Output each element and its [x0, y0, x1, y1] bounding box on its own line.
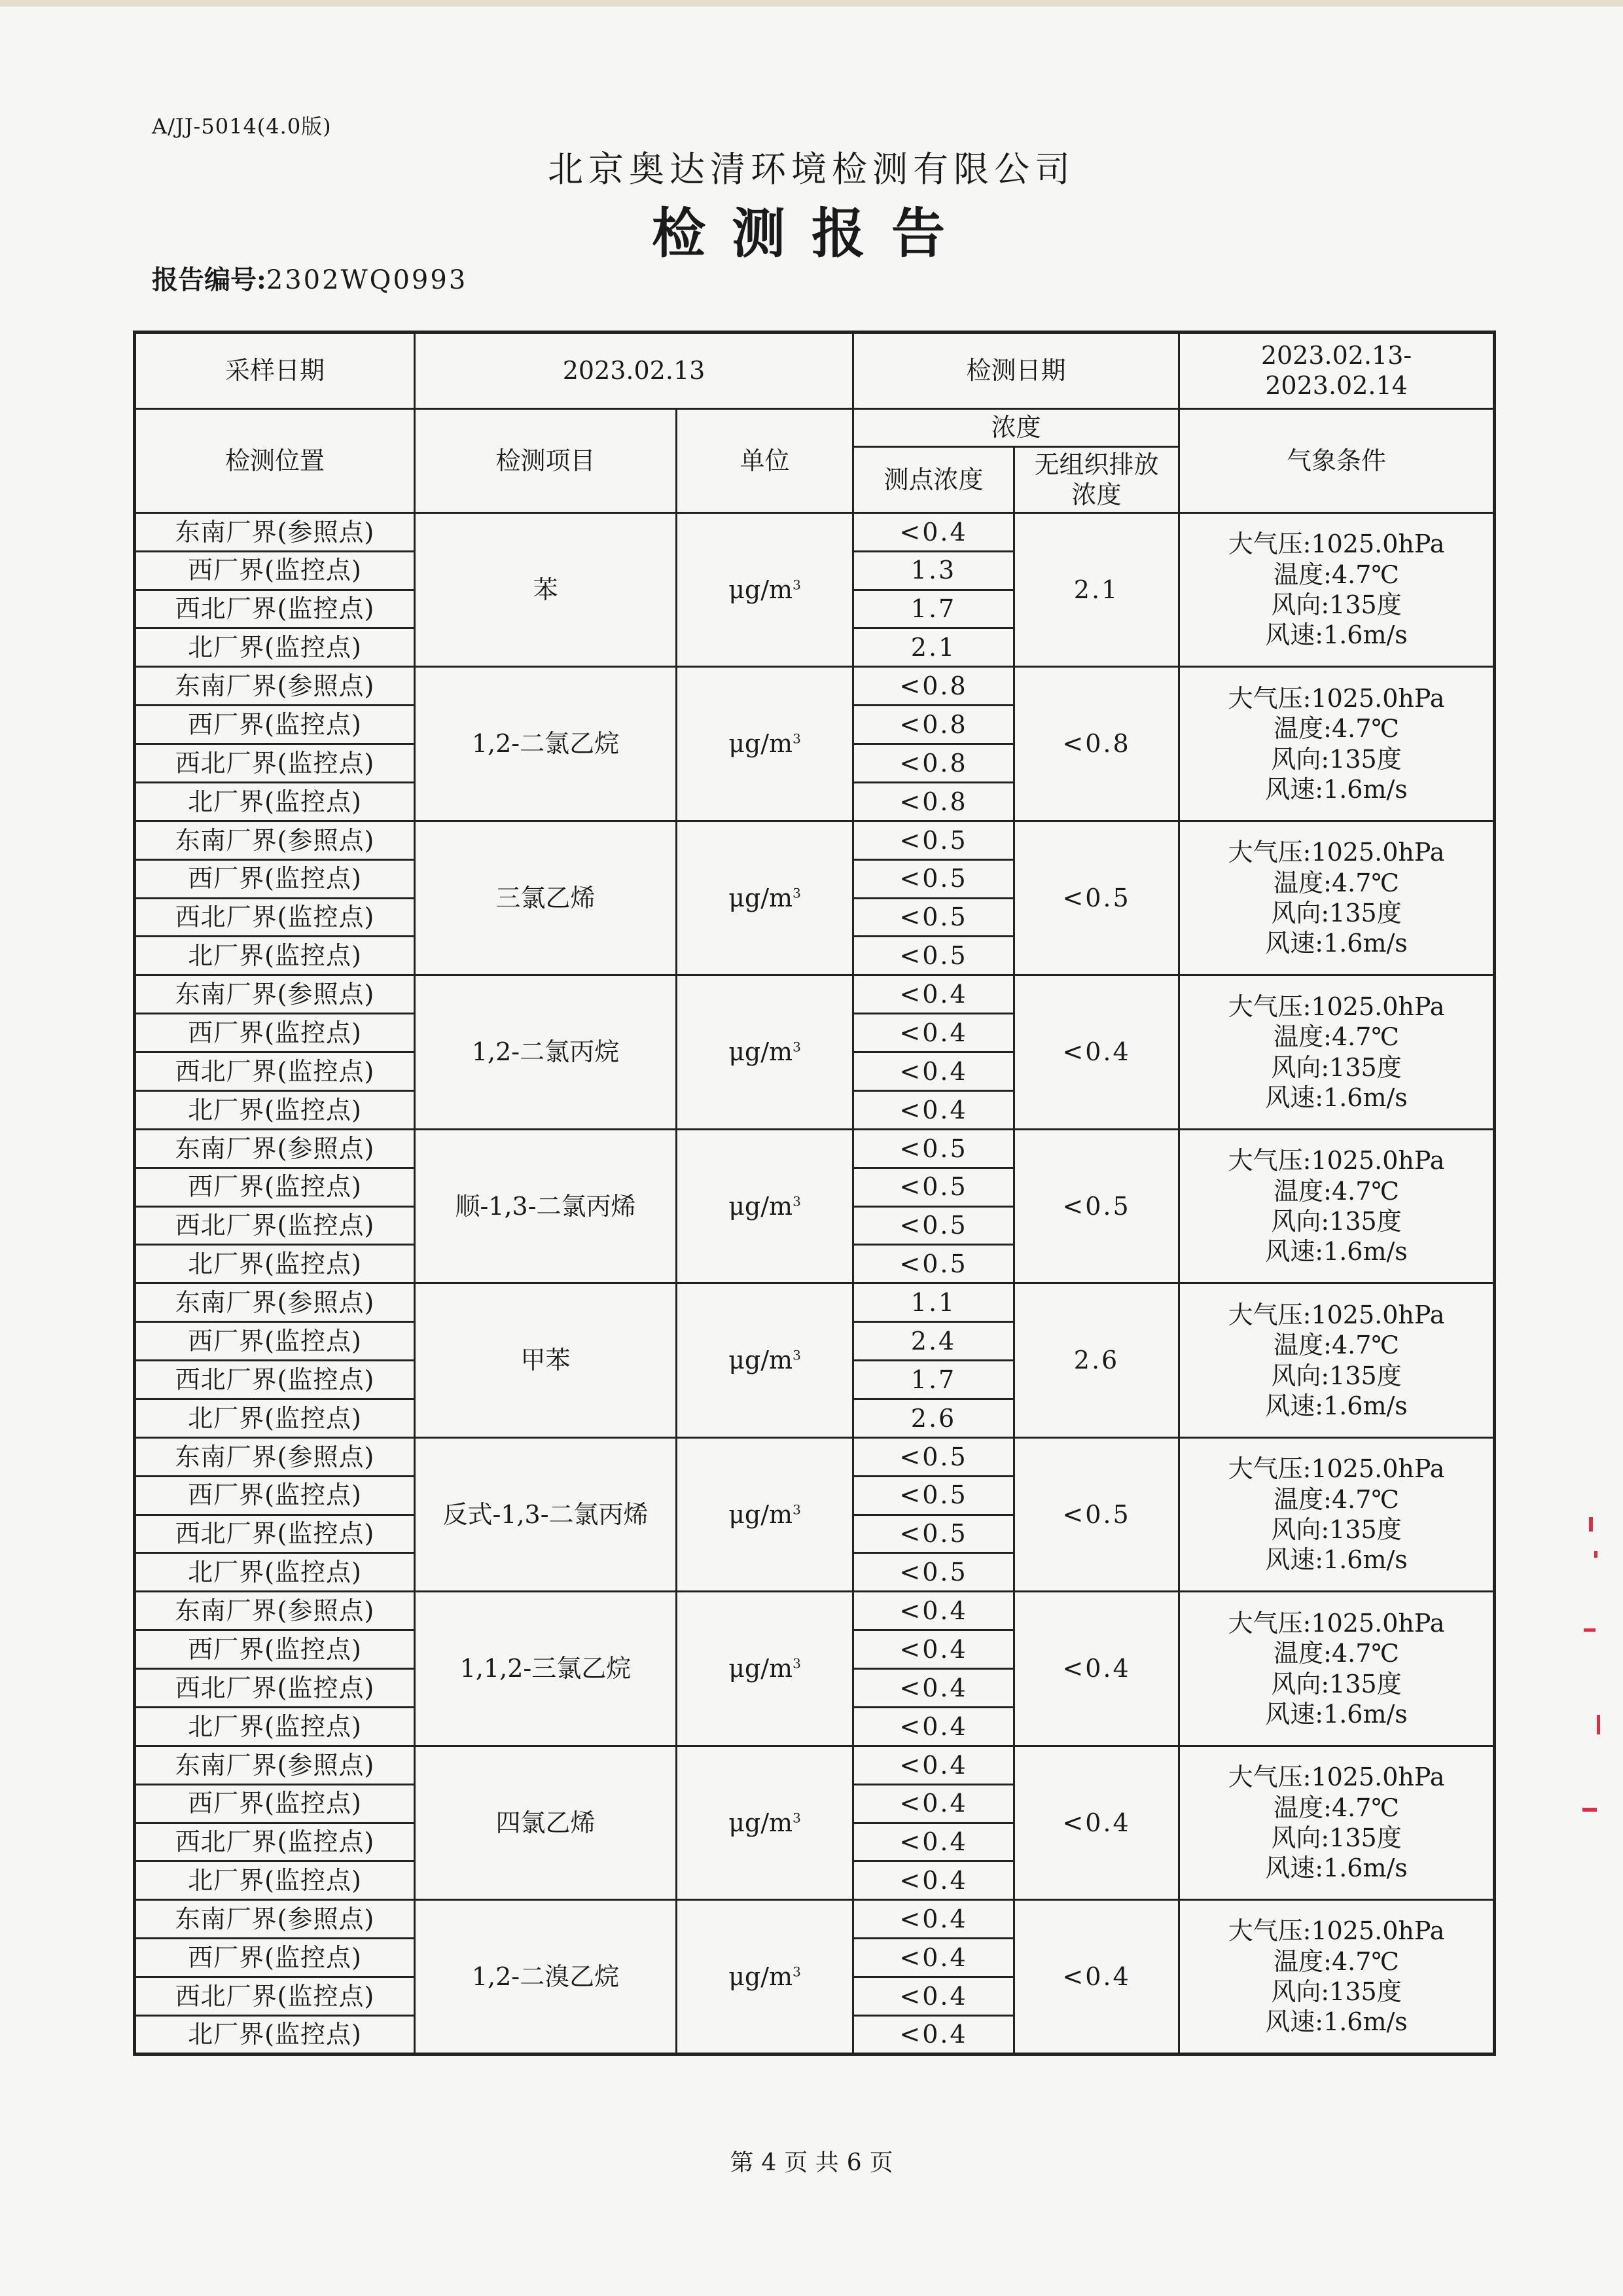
weather-pressure: 大气压:1025.0hPa [1228, 1454, 1445, 1484]
location-cell: 西北厂界(监控点) [135, 1515, 415, 1553]
company-name: 北京奥达清环境检测有限公司 [548, 149, 1075, 190]
point-concentration-cell: <0.4 [853, 1014, 1014, 1052]
unit-cell [677, 1129, 853, 1283]
point-concentration-cell: <0.5 [853, 1476, 1014, 1515]
weather-wind-speed: 风速:1.6m/s [1265, 774, 1408, 804]
report-number-label: 报告编号: [152, 264, 266, 295]
test-date-end: 2023.02.14 [1265, 371, 1408, 401]
unit-exponent: 3 [793, 1655, 801, 1672]
weather-cell [1179, 1900, 1495, 2054]
point-concentration-cell: <0.8 [853, 667, 1014, 706]
location-cell: 西北厂界(监控点) [135, 1052, 415, 1091]
location-cell: 东南厂界(参照点) [135, 512, 415, 551]
paper-top-edge [0, 0, 1623, 7]
item-cell: 1,2-二氯丙烷 [415, 975, 677, 1130]
item-header: 检测项目 [415, 408, 677, 512]
location-cell: 西厂界(监控点) [135, 551, 415, 590]
weather-wind-dir: 风向:135度 [1271, 1977, 1402, 2007]
location-cell: 西厂界(监控点) [135, 1630, 415, 1669]
unit-cell [677, 512, 853, 667]
point-concentration-cell: <0.4 [853, 1630, 1014, 1669]
unit-exponent: 3 [793, 1347, 801, 1363]
point-concentration-cell: <0.5 [853, 937, 1014, 975]
item-cell: 1,2-二氯乙烷 [415, 667, 677, 821]
fugitive-concentration-cell: <0.5 [1014, 821, 1179, 975]
footer-suffix: 页 [869, 2149, 893, 2176]
weather-wind-speed: 风速:1.6m/s [1265, 1699, 1408, 1729]
point-concentration-cell: <0.4 [853, 512, 1014, 551]
point-concentration-cell: <0.8 [853, 744, 1014, 783]
location-cell: 西北厂界(监控点) [135, 1669, 415, 1708]
location-header: 检测位置 [135, 408, 415, 512]
sampling-date-label: 采样日期 [135, 332, 415, 409]
location-cell: 东南厂界(参照点) [135, 1746, 415, 1784]
test-date-value [1179, 332, 1495, 409]
weather-temperature: 温度:4.7℃ [1274, 714, 1399, 744]
document-code: A/JJ-5014(4.0版) [152, 114, 332, 139]
weather-wind-dir: 风向:135度 [1271, 1823, 1402, 1853]
weather-wind-dir: 风向:135度 [1271, 1515, 1402, 1545]
location-cell: 西厂界(监控点) [135, 1322, 415, 1361]
footer-middle: 页 共 [784, 2149, 839, 2176]
item-cell: 1,1,2-三氯乙烷 [415, 1592, 677, 1746]
weather-wind-dir: 风向:135度 [1271, 1052, 1402, 1082]
weather-cell [1179, 821, 1495, 975]
point-concentration-cell: 1.7 [853, 1361, 1014, 1399]
unit-base: μg/m [728, 729, 793, 759]
location-cell: 东南厂界(参照点) [135, 667, 415, 706]
unit-cell [677, 975, 853, 1130]
unit-cell [677, 1283, 853, 1438]
concentration-header: 浓度 [853, 408, 1179, 446]
point-concentration-cell: <0.4 [853, 1669, 1014, 1708]
location-cell: 西北厂界(监控点) [135, 744, 415, 783]
weather-cell [1179, 1746, 1495, 1900]
unit-base: μg/m [728, 1654, 793, 1683]
item-cell: 三氯乙烯 [415, 821, 677, 975]
weather-temperature: 温度:4.7℃ [1274, 1484, 1399, 1514]
fugitive-concentration-cell: <0.4 [1014, 975, 1179, 1130]
location-cell: 西北厂界(监控点) [135, 898, 415, 937]
table-row [135, 821, 1495, 859]
weather-cell [1179, 1283, 1495, 1438]
item-cell: 苯 [415, 512, 677, 667]
location-cell: 西北厂界(监控点) [135, 1361, 415, 1399]
point-concentration-cell: <0.5 [853, 1168, 1014, 1206]
unit-exponent: 3 [793, 1964, 801, 1980]
unit-exponent: 3 [793, 1039, 801, 1055]
unit-base: μg/m [728, 1346, 793, 1375]
location-cell: 西北厂界(监控点) [135, 1206, 415, 1245]
location-cell: 北厂界(监控点) [135, 1090, 415, 1129]
point-concentration-cell: <0.4 [853, 1707, 1014, 1746]
weather-temperature: 温度:4.7℃ [1274, 1793, 1399, 1822]
location-cell: 东南厂界(参照点) [135, 975, 415, 1014]
location-cell: 西厂界(监控点) [135, 706, 415, 744]
point-concentration-cell: <0.4 [853, 1900, 1014, 1939]
weather-wind-dir: 风向:135度 [1271, 744, 1402, 774]
location-cell: 西厂界(监控点) [135, 1168, 415, 1206]
location-cell: 西厂界(监控点) [135, 1476, 415, 1515]
unit-exponent: 3 [793, 1501, 801, 1518]
weather-wind-speed: 风速:1.6m/s [1265, 1083, 1408, 1112]
table-row [135, 1129, 1495, 1168]
weather-pressure: 大气压:1025.0hPa [1228, 1916, 1445, 1946]
point-concentration-cell: 1.7 [853, 590, 1014, 628]
location-cell: 北厂界(监控点) [135, 1707, 415, 1746]
unit-cell [677, 1592, 853, 1746]
point-concentration-cell: <0.8 [853, 706, 1014, 744]
unit-base: μg/m [728, 1499, 793, 1529]
point-concentration-cell: <0.5 [853, 1437, 1014, 1476]
unit-cell [677, 1437, 853, 1592]
footer-page-number: 4 [761, 2149, 777, 2176]
fugitive-concentration-cell: 2.6 [1014, 1283, 1179, 1438]
weather-cell [1179, 512, 1495, 667]
sampling-date-value: 2023.02.13 [415, 332, 853, 409]
table-row [135, 1592, 1495, 1630]
location-cell: 北厂界(监控点) [135, 782, 415, 821]
weather-pressure: 大气压:1025.0hPa [1228, 838, 1445, 867]
report-number-value: 2302WQ0993 [266, 265, 468, 295]
weather-wind-dir: 风向:135度 [1271, 1207, 1402, 1236]
weather-wind-speed: 风速:1.6m/s [1265, 1237, 1408, 1266]
location-cell: 西北厂界(监控点) [135, 1977, 415, 2016]
point-concentration-cell: <0.4 [853, 1861, 1014, 1900]
weather-cell [1179, 1437, 1495, 1592]
seal-fragment [1582, 1808, 1597, 1812]
point-concentration-cell: <0.5 [853, 898, 1014, 937]
location-cell: 东南厂界(参照点) [135, 1437, 415, 1476]
location-cell: 北厂界(监控点) [135, 1553, 415, 1592]
location-cell: 北厂界(监控点) [135, 628, 415, 667]
point-concentration-cell: <0.4 [853, 2015, 1014, 2054]
table-row [135, 667, 1495, 706]
table-row [135, 1283, 1495, 1322]
unit-cell [677, 1746, 853, 1900]
point-concentration-cell: <0.4 [853, 1823, 1014, 1861]
weather-pressure: 大气压:1025.0hPa [1228, 1146, 1445, 1175]
seal-fragment [1594, 1551, 1597, 1558]
weather-wind-dir: 风向:135度 [1271, 1361, 1402, 1390]
location-cell: 西北厂界(监控点) [135, 1823, 415, 1861]
point-concentration-cell: <0.4 [853, 975, 1014, 1014]
unit-base: μg/m [728, 1962, 793, 1991]
unit-base: μg/m [728, 575, 793, 604]
weather-header: 气象条件 [1179, 408, 1495, 512]
location-cell: 东南厂界(参照点) [135, 1900, 415, 1939]
weather-temperature: 温度:4.7℃ [1274, 868, 1399, 897]
location-cell: 北厂界(监控点) [135, 1245, 415, 1283]
point-concentration-cell: <0.4 [853, 1052, 1014, 1091]
point-concentration-header: 测点浓度 [853, 447, 1014, 513]
point-concentration-cell: 1.3 [853, 551, 1014, 590]
point-concentration-cell: 2.4 [853, 1322, 1014, 1361]
unit-header: 单位 [677, 408, 853, 512]
point-concentration-cell: <0.4 [853, 1977, 1014, 2016]
page-footer [0, 2144, 1623, 2178]
header-row-dates [135, 332, 1495, 409]
footer-total-pages: 6 [846, 2149, 862, 2176]
point-concentration-cell: <0.5 [853, 1129, 1014, 1168]
location-cell: 北厂界(监控点) [135, 937, 415, 975]
point-concentration-cell: <0.5 [853, 821, 1014, 859]
fugitive-concentration-cell: <0.5 [1014, 1437, 1179, 1592]
location-cell: 西厂界(监控点) [135, 1014, 415, 1052]
point-concentration-cell: <0.4 [853, 1939, 1014, 1977]
point-concentration-cell: <0.5 [853, 1553, 1014, 1592]
point-concentration-cell: 2.1 [853, 628, 1014, 667]
unit-exponent: 3 [793, 577, 801, 593]
fugitive-concentration-header: 无组织排放浓度 [1014, 447, 1179, 513]
item-cell: 顺-1,3-二氯丙烯 [415, 1129, 677, 1283]
point-concentration-cell: <0.4 [853, 1592, 1014, 1630]
weather-temperature: 温度:4.7℃ [1274, 1331, 1399, 1360]
location-cell: 西厂界(监控点) [135, 1784, 415, 1823]
weather-wind-dir: 风向:135度 [1271, 1669, 1402, 1698]
unit-exponent: 3 [793, 1193, 801, 1210]
unit-base: μg/m [728, 883, 793, 912]
weather-pressure: 大气压:1025.0hPa [1228, 1300, 1445, 1329]
unit-exponent: 3 [793, 730, 801, 747]
fugitive-concentration-cell: 2.1 [1014, 512, 1179, 667]
weather-wind-dir: 风向:135度 [1271, 590, 1402, 620]
item-cell: 反式-1,3-二氯丙烯 [415, 1437, 677, 1592]
table-row [135, 1437, 1495, 1476]
seal-fragment [1584, 1628, 1596, 1632]
weather-wind-speed: 风速:1.6m/s [1265, 1391, 1408, 1420]
table-row [135, 1900, 1495, 1939]
weather-wind-speed: 风速:1.6m/s [1265, 1545, 1408, 1575]
table-row [135, 1746, 1495, 1784]
weather-wind-speed: 风速:1.6m/s [1265, 929, 1408, 958]
point-concentration-cell: <0.4 [853, 1784, 1014, 1823]
weather-temperature: 温度:4.7℃ [1274, 560, 1399, 589]
fugitive-concentration-cell: <0.4 [1014, 1746, 1179, 1900]
fugitive-concentration-cell: <0.5 [1014, 1129, 1179, 1283]
footer-prefix: 第 [730, 2149, 754, 2176]
weather-pressure: 大气压:1025.0hPa [1228, 1763, 1445, 1792]
point-concentration-cell: <0.5 [853, 859, 1014, 898]
weather-pressure: 大气压:1025.0hPa [1228, 529, 1445, 559]
point-concentration-cell: <0.5 [853, 1206, 1014, 1245]
weather-wind-speed: 风速:1.6m/s [1265, 620, 1408, 650]
location-cell: 西厂界(监控点) [135, 1939, 415, 1977]
location-cell: 北厂界(监控点) [135, 2015, 415, 2054]
report-number [152, 259, 467, 296]
table-row [135, 512, 1495, 551]
item-cell: 1,2-二溴乙烷 [415, 1900, 677, 2054]
seal-fragment [1589, 1517, 1593, 1532]
fugitive-concentration-cell: <0.4 [1014, 1592, 1179, 1746]
weather-pressure: 大气压:1025.0hPa [1228, 1608, 1445, 1638]
point-concentration-cell: <0.4 [853, 1746, 1014, 1784]
point-concentration-cell: 1.1 [853, 1283, 1014, 1322]
weather-wind-speed: 风速:1.6m/s [1265, 1854, 1408, 1883]
unit-cell [677, 667, 853, 821]
table-row [135, 975, 1495, 1014]
unit-cell [677, 1900, 853, 2054]
weather-wind-speed: 风速:1.6m/s [1265, 2007, 1408, 2037]
point-concentration-cell: <0.5 [853, 1245, 1014, 1283]
item-cell: 甲苯 [415, 1283, 677, 1438]
fugitive-concentration-cell: <0.8 [1014, 667, 1179, 821]
weather-cell [1179, 1129, 1495, 1283]
test-date-label: 检测日期 [853, 332, 1179, 409]
page-title: 检测报告 [651, 202, 971, 265]
weather-temperature: 温度:4.7℃ [1274, 1946, 1399, 1976]
item-cell: 四氯乙烯 [415, 1746, 677, 1900]
location-cell: 西北厂界(监控点) [135, 590, 415, 628]
point-concentration-cell: <0.8 [853, 782, 1014, 821]
unit-base: μg/m [728, 1191, 793, 1221]
location-cell: 西厂界(监控点) [135, 859, 415, 898]
location-cell: 东南厂界(参照点) [135, 821, 415, 859]
unit-exponent: 3 [793, 885, 801, 901]
point-concentration-cell: <0.5 [853, 1515, 1014, 1553]
point-concentration-cell: <0.4 [853, 1090, 1014, 1129]
point-concentration-cell: 2.6 [853, 1399, 1014, 1437]
weather-temperature: 温度:4.7℃ [1274, 1639, 1399, 1668]
header-row-columns [135, 408, 1495, 446]
weather-cell [1179, 975, 1495, 1130]
unit-base: μg/m [728, 1037, 793, 1067]
unit-exponent: 3 [793, 1810, 801, 1826]
weather-pressure: 大气压:1025.0hPa [1228, 683, 1445, 713]
results-table [133, 331, 1496, 2056]
weather-cell [1179, 667, 1495, 821]
weather-temperature: 温度:4.7℃ [1274, 1022, 1399, 1052]
location-cell: 东南厂界(参照点) [135, 1129, 415, 1168]
unit-base: μg/m [728, 1808, 793, 1837]
seal-fragment [1597, 1715, 1600, 1734]
fugitive-concentration-cell: <0.4 [1014, 1900, 1179, 2054]
weather-cell [1179, 1592, 1495, 1746]
weather-temperature: 温度:4.7℃ [1274, 1176, 1399, 1206]
location-cell: 北厂界(监控点) [135, 1861, 415, 1900]
test-date-start: 2023.02.13- [1260, 341, 1412, 370]
unit-cell [677, 821, 853, 975]
location-cell: 东南厂界(参照点) [135, 1283, 415, 1322]
location-cell: 北厂界(监控点) [135, 1399, 415, 1437]
location-cell: 东南厂界(参照点) [135, 1592, 415, 1630]
weather-wind-dir: 风向:135度 [1271, 899, 1402, 928]
weather-pressure: 大气压:1025.0hPa [1228, 992, 1445, 1021]
